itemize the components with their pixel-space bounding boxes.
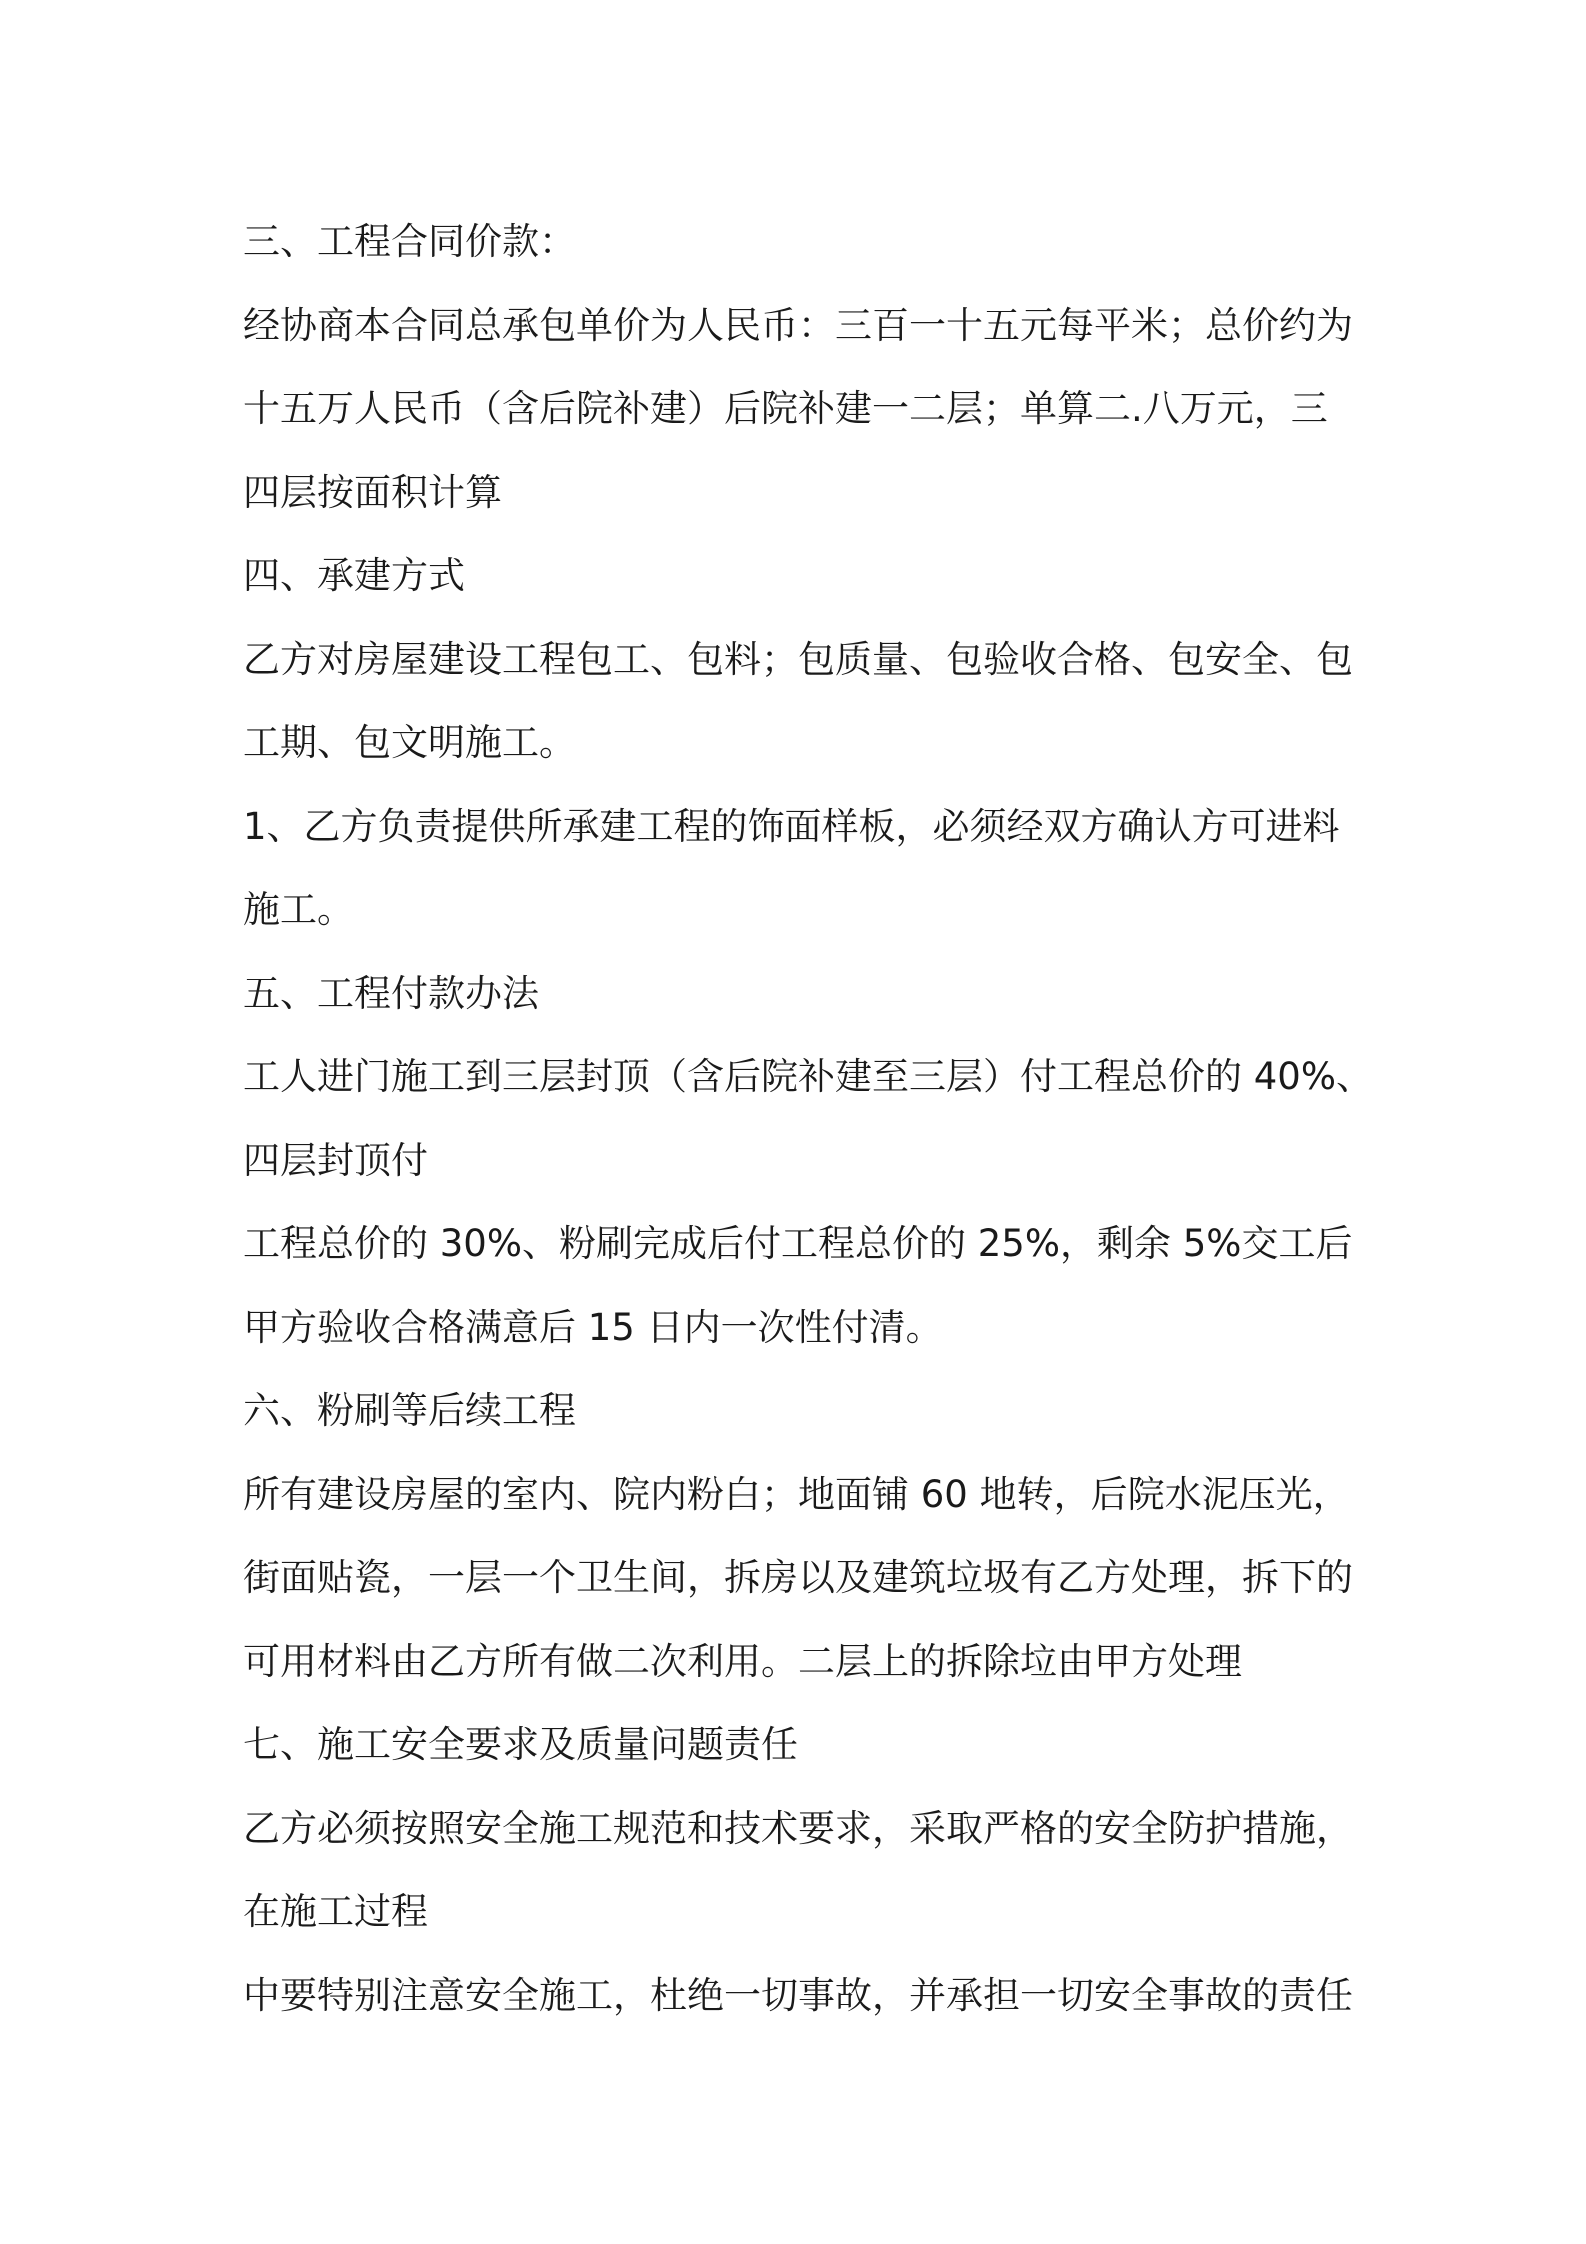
paragraph-line: 在施工过程: [243, 1890, 428, 1933]
paragraph-line: 1、乙方负责提供所承建工程的饰面样板，必须经双方确认方可进料: [243, 804, 1340, 848]
section-heading-construction-method: 四、承建方式: [243, 554, 465, 597]
paragraph-line: 乙方对房屋建设工程包工、包料；包质量、包验收合格、包安全、包: [243, 637, 1353, 681]
paragraph-line: 可用材料由乙方所有做二次利用。二层上的拆除垃由甲方处理: [243, 1639, 1242, 1683]
section-heading-payment-method: 五、工程付款办法: [243, 971, 539, 1015]
paragraph-line: 四层封顶付: [243, 1138, 428, 1182]
paragraph-line: 所有建设房屋的室内、院内粉白；地面铺 60 地转，后院水泥压光，: [243, 1472, 1350, 1516]
paragraph-line: 四层按面积计算: [243, 470, 502, 514]
paragraph-line: 乙方必须按照安全施工规范和技术要求，采取严格的安全防护措施，: [243, 1806, 1353, 1850]
paragraph-line: 经协商本合同总承包单价为人民币：三百一十五元每平米；总价约为: [243, 303, 1353, 347]
paragraph-line: 工程总价的 30%、粉刷完成后付工程总价的 25%，剩余 5%交工后: [243, 1222, 1353, 1265]
paragraph-line: 甲方验收合格满意后 15 日内一次性付清。: [243, 1305, 943, 1349]
paragraph-line: 工人进门施工到三层封顶（含后院补建至三层）付工程总价的 40%、: [243, 1055, 1373, 1098]
paragraph-line: 施工。: [243, 888, 354, 931]
paragraph-line: 中要特别注意安全施工，杜绝一切事故，并承担一切安全事故的责任: [243, 1973, 1353, 2017]
paragraph-line: 街面贴瓷，一层一个卫生间，拆房以及建筑垃圾有乙方处理，拆下的: [243, 1556, 1353, 1599]
paragraph-line: 十五万人民币（含后院补建）后院补建一二层；单算二.八万元，三: [243, 387, 1328, 430]
section-heading-safety-quality: 七、施工安全要求及质量问题责任: [243, 1723, 798, 1766]
paragraph-line: 工期、包文明施工。: [243, 721, 576, 764]
document-body: [243, 200, 1373, 2037]
section-heading-price: 三、工程合同价款：: [243, 220, 576, 263]
section-heading-follow-up-works: 六、粉刷等后续工程: [243, 1389, 576, 1432]
